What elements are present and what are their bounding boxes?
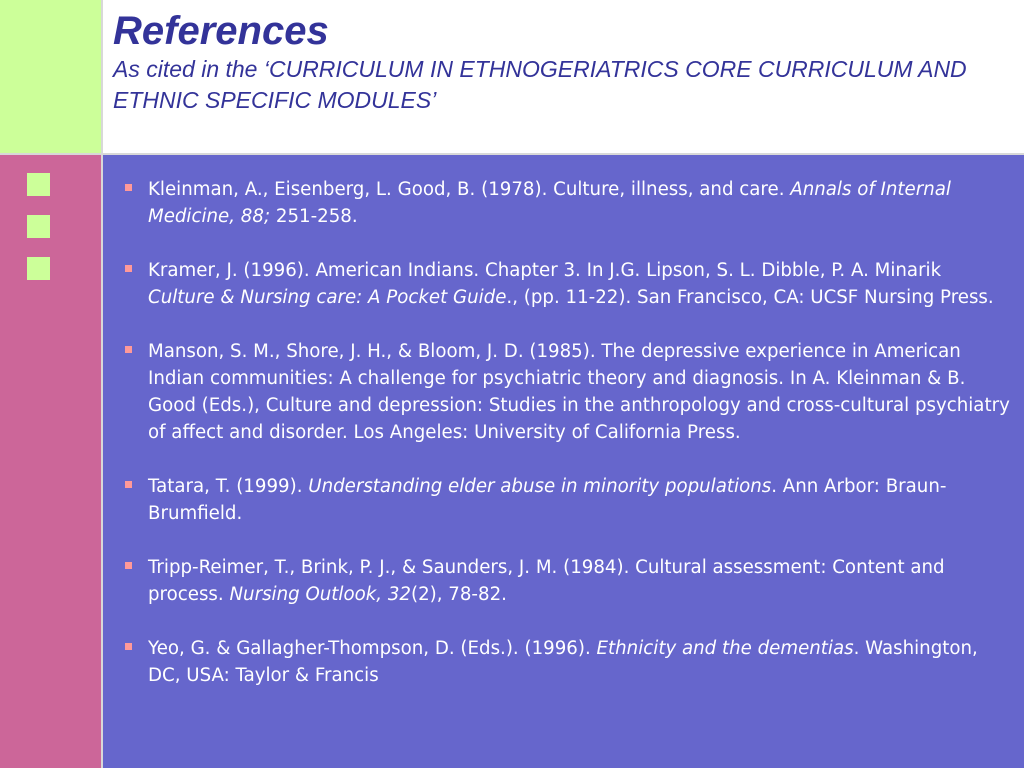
reference-text: Yeo, G. & Gallagher-Thompson, D. (Eds.). (1996). bbox=[148, 638, 597, 659]
book-title: Understanding elder abuse in minority populations bbox=[308, 476, 772, 497]
bullet-icon bbox=[125, 643, 132, 650]
reference-text: Kramer, J. (1996). American Indians. Chapter 3. In J.G. Lipson, S. L. Dibble, P. A. Minarik bbox=[148, 260, 942, 281]
reference-list bbox=[122, 176, 1012, 716]
reference-text: Tripp-Reimer, T., Brink, P. J., & Saunders, J. M. (1984). Cultural assessment: Content and process. bbox=[148, 557, 945, 605]
reference-item bbox=[122, 635, 1012, 689]
reference-item bbox=[122, 176, 1012, 230]
left-sidebar-bar bbox=[0, 153, 101, 768]
page-title: References bbox=[113, 9, 329, 53]
reference-item bbox=[122, 473, 1012, 527]
bullet-icon bbox=[125, 562, 132, 569]
header bbox=[113, 8, 1013, 116]
reference-item bbox=[122, 554, 1012, 608]
reference-item bbox=[122, 257, 1012, 311]
reference-text: 251-258. bbox=[270, 206, 358, 227]
journal-title: Nursing Outlook, 32 bbox=[229, 584, 411, 605]
decorative-square-2 bbox=[27, 215, 50, 238]
vertical-divider bbox=[101, 0, 103, 768]
decorative-square-3 bbox=[27, 257, 50, 280]
reference-text: ., (pp. 11-22). San Francisco, CA: UCSF Nursing Press. bbox=[506, 287, 994, 308]
horizontal-divider bbox=[0, 153, 1024, 155]
reference-text: . Washington, DC, USA: Taylor & Francis bbox=[148, 638, 978, 686]
reference-text: Kleinman, A., Eisenberg, L. Good, B. (1978). Culture, illness, and care. bbox=[148, 179, 791, 200]
reference-text: (2), 78-82. bbox=[410, 584, 507, 605]
book-title: Culture & Nursing care: A Pocket Guide bbox=[148, 287, 507, 308]
left-accent-tab bbox=[0, 0, 101, 153]
reference-text: Tatara, T. (1999). bbox=[148, 476, 309, 497]
bullet-icon bbox=[125, 346, 132, 353]
book-title: Ethnicity and the dementias bbox=[596, 638, 854, 659]
bullet-icon bbox=[125, 481, 132, 488]
reference-text: Manson, S. M., Shore, J. H., & Bloom, J. D. (1985). The depressive experience in American Indian communities: A challenge for psychiatric theory and diagnosis. In A. Kleinman & B. Good (Eds.), Culture and depression: Studies in the anthropology and cross-cultural psychiatry of affect and disorder. Los Angeles: University of California Press. bbox=[148, 341, 1010, 443]
reference-text: . Ann Arbor: Braun-Brumfield. bbox=[148, 476, 947, 524]
reference-item bbox=[122, 338, 1012, 446]
decorative-square-1 bbox=[27, 173, 50, 196]
bullet-icon bbox=[125, 265, 132, 272]
page-subtitle: As cited in the ‘CURRICULUM IN ETHNOGERIATRICS CORE CURRICULUM AND ETHNIC SPECIFIC MODULES’ bbox=[113, 56, 967, 113]
bullet-icon bbox=[125, 184, 132, 191]
journal-title: Annals of Internal Medicine, 88; bbox=[148, 179, 951, 227]
